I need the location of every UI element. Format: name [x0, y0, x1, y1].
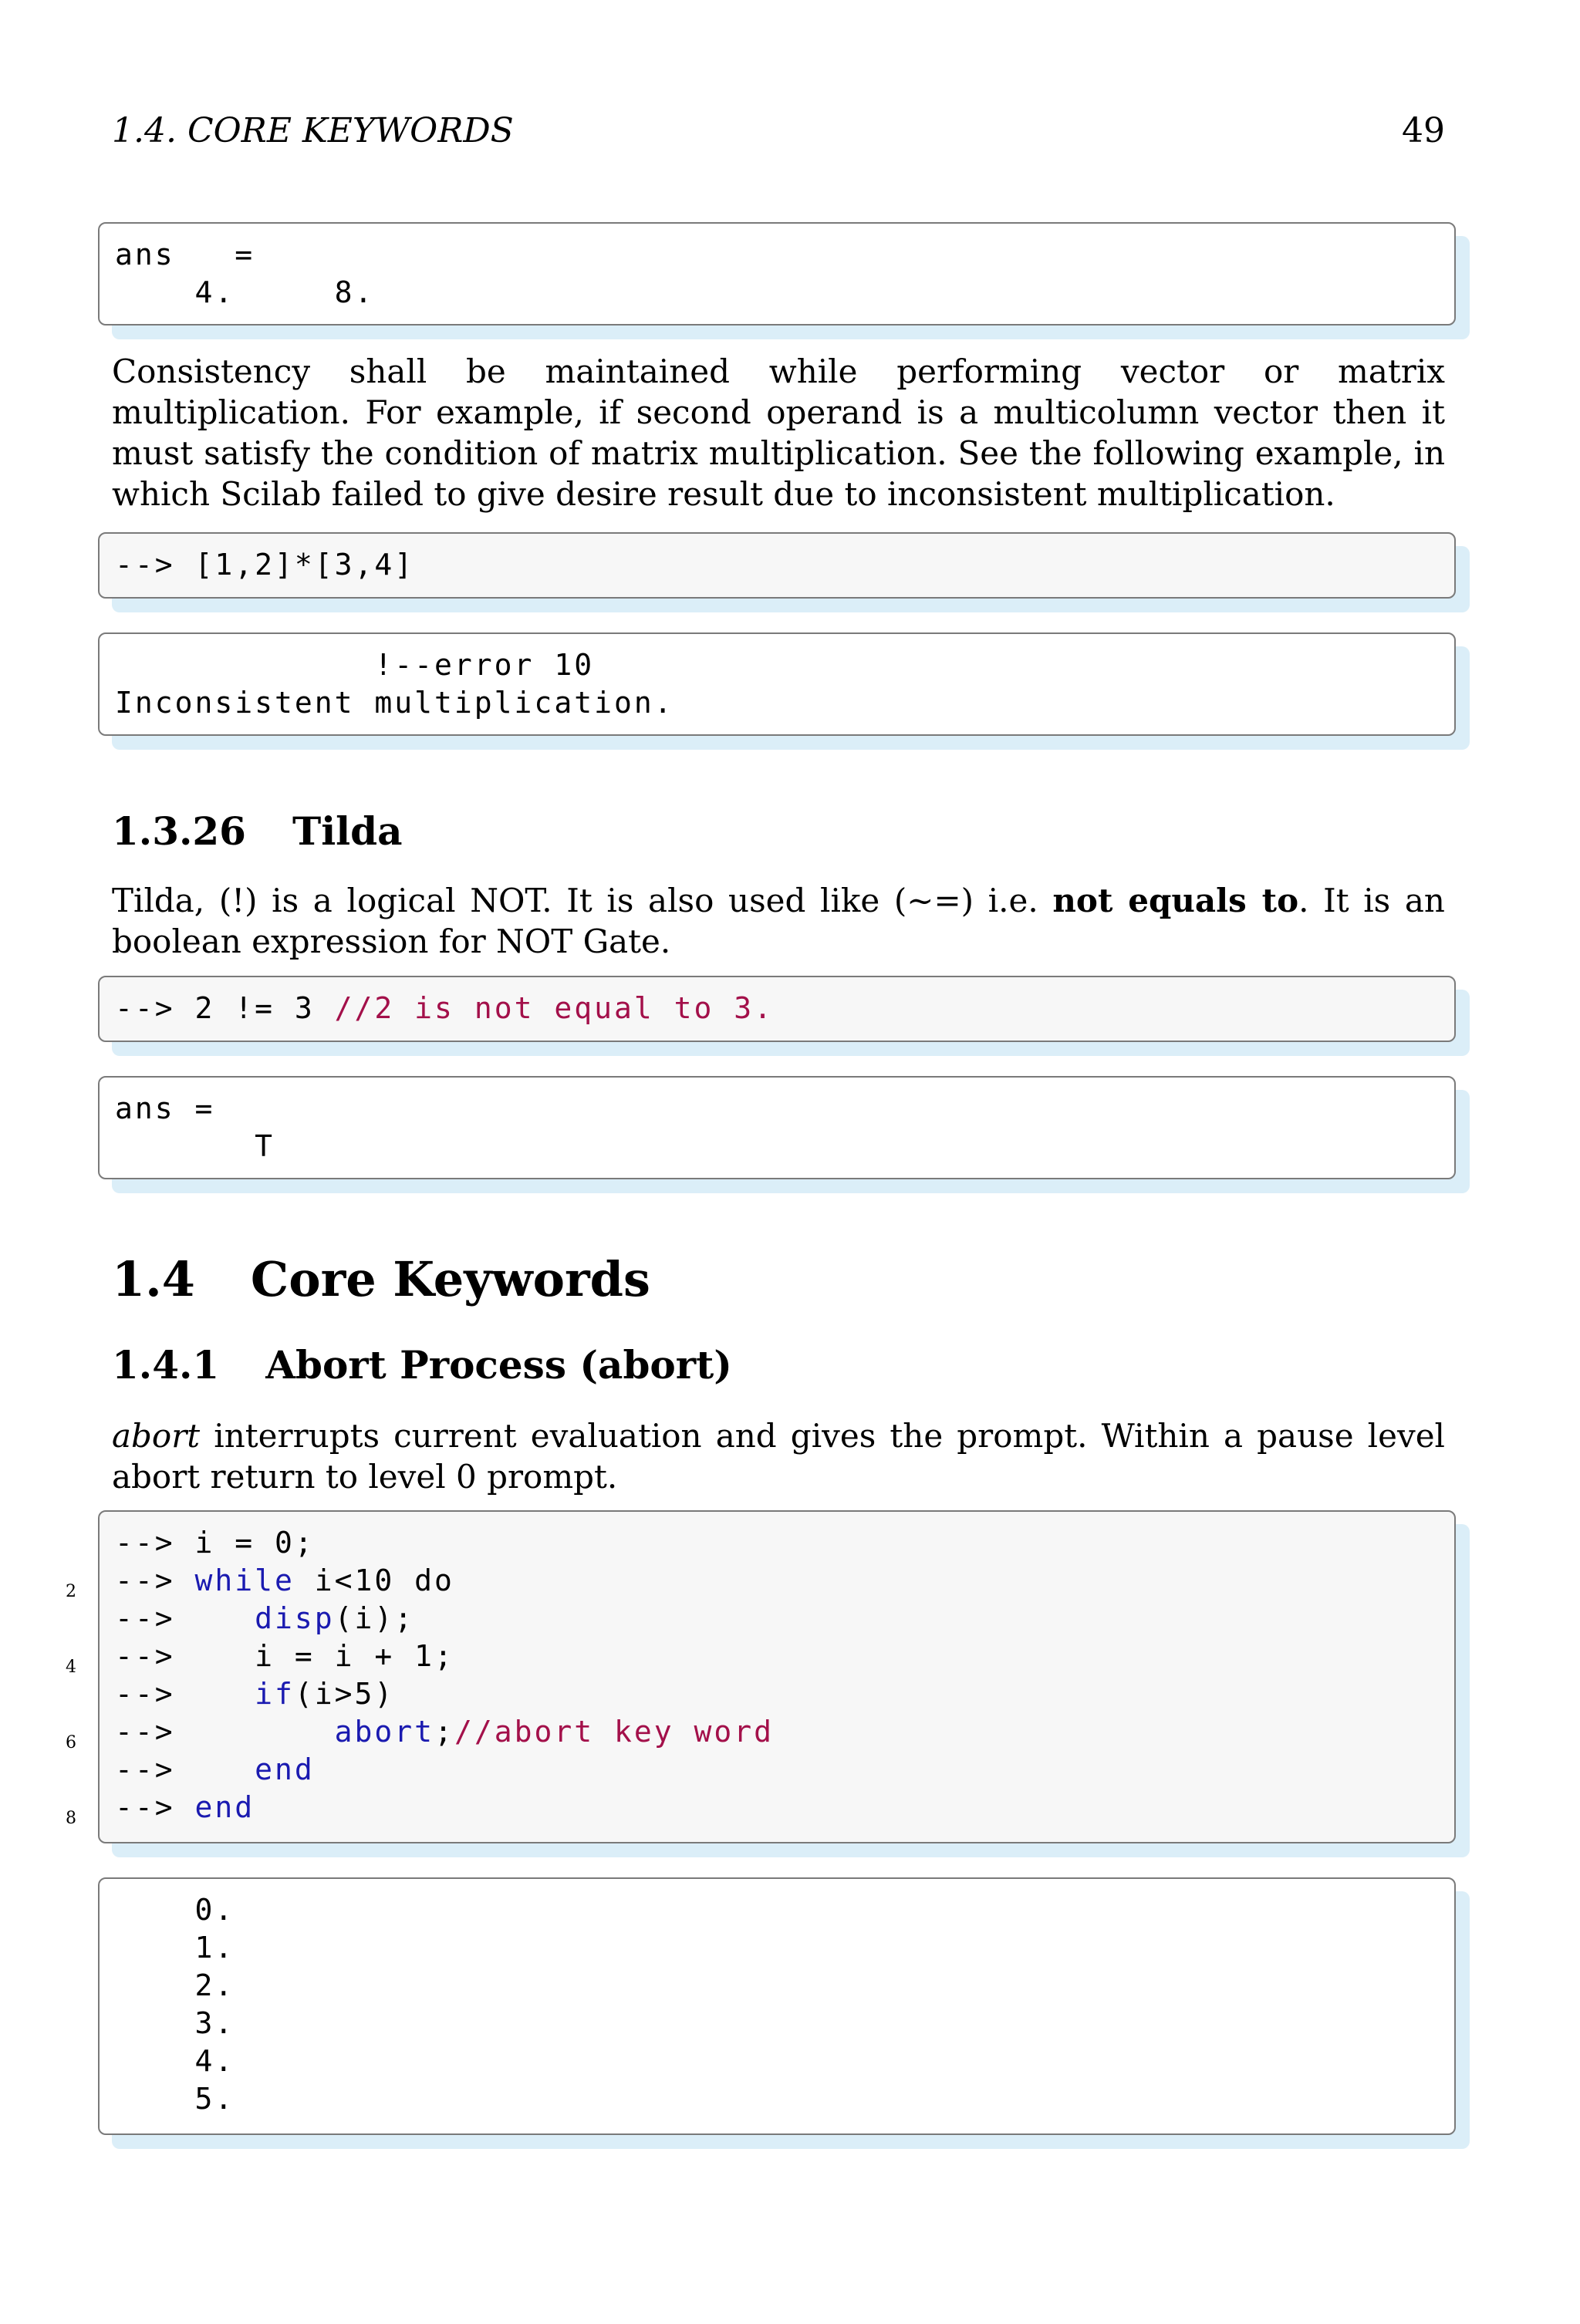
output-line: 3. — [115, 2006, 235, 2040]
code-text: (i>5) — [294, 1677, 395, 1711]
paragraph-abort — [112, 1415, 1445, 1497]
code-line — [115, 1789, 1439, 1826]
code-line: --> i = 0; — [115, 1526, 315, 1560]
output-box-3 — [98, 1877, 1456, 2135]
code-line — [115, 1751, 1439, 1789]
section-heading-abort — [112, 1342, 732, 1388]
output-line: 4. — [115, 2044, 235, 2078]
keyword: end — [255, 1752, 315, 1786]
section-title: Core Keywords — [250, 1251, 650, 1307]
line-number: 2 — [66, 1582, 76, 1601]
code-line — [115, 1562, 1439, 1600]
output-line: 0. — [115, 1893, 235, 1927]
code-line — [115, 990, 1439, 1027]
line-number: 8 — [66, 1809, 76, 1828]
output-line: ans = — [115, 1091, 215, 1125]
keyword: abort — [334, 1715, 435, 1749]
line-number: 4 — [66, 1658, 76, 1677]
keyword: if — [255, 1677, 295, 1711]
code-line: --> [1,2]*[3,4] — [115, 548, 415, 582]
code-text: ; — [434, 1715, 454, 1749]
code-box-3 — [66, 1510, 1456, 1843]
paragraph-tilda — [112, 880, 1445, 962]
output-line: 4. 8. — [115, 275, 375, 309]
error-line: !--error 10 — [115, 648, 595, 682]
output-line: 5. — [115, 2082, 235, 2116]
section-number: 1.4.1 — [112, 1342, 220, 1388]
output-box-1 — [98, 222, 1456, 325]
code-line: --> i = i + 1; — [115, 1639, 454, 1673]
keyword: disp — [255, 1601, 335, 1635]
abort-italic: abort — [112, 1417, 201, 1455]
keyword: while — [194, 1563, 295, 1597]
code-box-2 — [98, 976, 1456, 1042]
tilda-text-before: Tilda, (!) is a logical NOT. It is also used like (∼=) i.e. — [112, 882, 1038, 919]
section-number: 1.4 — [112, 1251, 195, 1307]
error-line: Inconsistent multiplication. — [115, 686, 674, 720]
page-number: 49 — [1402, 111, 1445, 150]
line-number: 6 — [66, 1733, 76, 1752]
section-title: Abort Process (abort) — [265, 1342, 732, 1388]
section-number: 1.3.26 — [112, 808, 246, 854]
code-line — [115, 1713, 1439, 1751]
prompt: --> — [115, 1752, 255, 1786]
prompt: --> — [115, 1715, 335, 1749]
prompt: --> — [115, 1601, 255, 1635]
running-head — [112, 108, 1445, 154]
output-line: T — [115, 1129, 275, 1163]
code-comment: //2 is not equal to 3. — [334, 991, 774, 1025]
section-heading-core-keywords — [112, 1251, 650, 1307]
code-line — [115, 1675, 1439, 1713]
section-heading-tilda — [112, 808, 403, 854]
code-comment: //abort key word — [454, 1715, 774, 1749]
code-box-1 — [98, 532, 1456, 599]
code-text: (i); — [334, 1601, 415, 1635]
section-title: Tilda — [292, 808, 403, 854]
abort-text: interrupts current evaluation and gives the prompt. Within a pause level abort return to level 0 prompt. — [112, 1417, 1445, 1496]
output-line: ans = — [115, 238, 255, 272]
output-box-2 — [98, 1076, 1456, 1179]
keyword: end — [194, 1790, 255, 1824]
prompt: --> — [115, 1790, 195, 1824]
code-text: i<10 do — [294, 1563, 454, 1597]
output-line: 2. — [115, 1968, 235, 2002]
error-box — [98, 632, 1456, 736]
paragraph-consistency: Consistency shall be maintained while performing vector or matrix multiplication. For example, if second operand is a multicolumn vector then it must satisfy the condition of matrix multiplication. See the following example, in which Scilab failed to give desire result due to inconsistent multiplication. — [112, 352, 1445, 513]
running-head-title: 1.4. CORE KEYWORDS — [112, 111, 514, 150]
output-line: 1. — [115, 1931, 235, 1965]
prompt: --> — [115, 1677, 255, 1711]
code-text: --> 2 != 3 — [115, 991, 335, 1025]
prompt: --> — [115, 1563, 195, 1597]
tilda-bold-text: not equals to — [1052, 882, 1299, 919]
code-line — [115, 1600, 1439, 1638]
tilda-text-after: . It is an boolean expression for NOT Gate. — [112, 882, 1445, 960]
